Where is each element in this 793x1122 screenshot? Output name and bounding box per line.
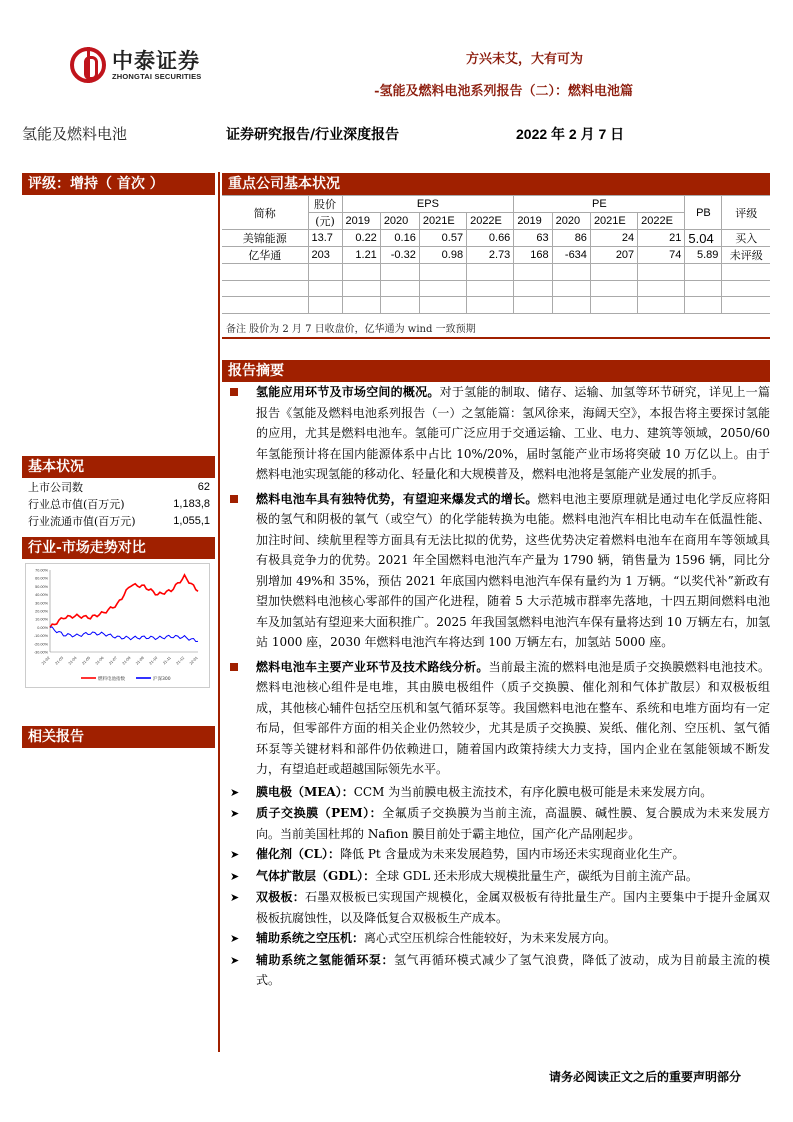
item-heading: 膜电极（MEA）： (256, 784, 354, 799)
svg-text:0.00%: 0.00% (37, 625, 48, 630)
report-slogan: 方兴未艾，大有可为 (465, 52, 583, 67)
related-reports-title: 相关报告 (22, 726, 215, 748)
abstract-item (226, 782, 770, 804)
item-text: 燃料电池主要原理就是通过电化学反应将阳极的氢气和阴极的氧气（或空气）的化学能转换为电能。燃料电池汽车相比电动车在低温性能、加注时间、续航里程等方面具有无法比拟的优势，这些优势决定着燃料电池车在商用车等领域具有极具竞争力的优势。2021 年全国燃料电池汽车产量为 1790 辆，销售量为 1596 辆，同比分别增加 49%和 35%，预估 2021 年底国内燃料电池汽车保有量约为 1 万辆。“以奖代补”新政有望加快燃料电池核心零部件的国产化进程，随着 5 大示范城市群率先落地，十四五期间燃料电池车及加氢站有望迎来大面积推广。2025 年我国氢燃料电池汽车保有量将达到 10 万辆左右，加氢站 1000 座，2030 年燃料电池汽车将达到 100 万辆左右，加氢站 5000 座。 (256, 491, 770, 649)
svg-text:50.00%: 50.00% (35, 584, 48, 589)
svg-text:21-03: 21-03 (54, 655, 65, 666)
svg-text:21-07: 21-07 (108, 655, 118, 666)
header-price: 股价 (308, 196, 342, 213)
abstract-item (226, 887, 770, 928)
item-text: 对于氢能的制取、储存、运输、加氢等环节研究，详见上一篇报告《氢能及燃料电池系列报告（一）之氢能篇：氢风徐来，海阔天空》，本报告将主要探讨氢能的应用，尤其是燃料电池车。氢能可广泛应用于交通运输、工业、电力、建筑等领域，2050/60 年氢能预计将在国内能源体系中占比 10%/20%，届时氢能产业市场将突破 10 万亿以上。由于燃料电池实现氢能的移动化、轻量化和大规模普及，燃料电池将是氢能产业发展的抓手。 (256, 385, 770, 481)
arrow-bullet-icon: ➤ (230, 891, 240, 904)
svg-text:-30.00%: -30.00% (33, 650, 48, 655)
item-text: 降低 Pt 含量成为未来发展趋势，国内市场还未实现商业化生产。 (340, 847, 685, 861)
item-text: 全球 GDL 还未形成大规模批量生产，碳纸为目前主流产品。 (375, 868, 698, 883)
svg-text:21-06: 21-06 (94, 655, 105, 666)
item-text: 石墨双极板已实现国产规模化，金属双极板有待批量生产。国内主要集中于提升金属双极板抗腐蚀性，以及降低复合双极板生产成本。 (256, 890, 770, 925)
item-heading: 燃料电池车主要产业环节及技术路线分析。 (256, 659, 489, 674)
abstract-item (226, 803, 770, 844)
table-row-empty (222, 297, 770, 314)
arrow-bullet-icon: ➤ (230, 869, 240, 883)
sector-name: 氢能及燃料电池 (22, 125, 128, 143)
item-heading: 燃料电池车具有独特优势，有望迎来爆发式的增长。 (256, 491, 538, 506)
svg-text:20.00%: 20.00% (35, 609, 48, 614)
item-text: 氢气再循环模式减少了氢气浪费，降低了波动，成为目前最主流的模式。 (256, 952, 770, 987)
svg-text:燃料电池指数: 燃料电池指数 (98, 677, 125, 682)
arrow-bullet-icon: ➤ (230, 848, 240, 861)
arrow-bullet-icon: ➤ (230, 953, 240, 967)
item-heading: 双极板： (256, 890, 305, 904)
svg-text:-10.00%: -10.00% (33, 634, 48, 639)
item-text: 全氟质子交换膜为当前主流，高温膜、碱性膜、复合膜成为未来发展方向。当前美国杜邦的 Nafion 膜目前处于霸主地位，国产化产品刚起步。 (256, 806, 770, 841)
square-bullet-icon (230, 388, 238, 396)
header-rating: 评级 (722, 196, 770, 230)
basic-status-title: 基本状况 (22, 456, 215, 478)
table-bottom-rule (222, 337, 770, 339)
svg-text:10.00%: 10.00% (35, 617, 48, 622)
abstract-item (226, 866, 770, 888)
svg-text:21-11: 21-11 (162, 655, 172, 666)
svg-text:-20.00%: -20.00% (33, 642, 48, 647)
abstract-item (226, 950, 770, 991)
report-type: 证券研究报告/行业深度报告 (226, 127, 400, 143)
abstract-item (226, 657, 770, 780)
footer-disclaimer: 请务必阅读正文之后的重要声明部分 (548, 1070, 741, 1084)
table-row: 亿华通 203 1.21 -0.32 0.98 2.73 168 -634 207 74 5.89 未评级 (222, 247, 770, 264)
arrow-bullet-icon: ➤ (230, 932, 240, 945)
key-companies-title: 重点公司基本状况 (222, 173, 770, 195)
column-divider (218, 172, 220, 1052)
svg-text:21-08: 21-08 (121, 655, 132, 666)
basic-row: 上市公司数 62 (28, 481, 210, 494)
svg-text:40.00%: 40.00% (35, 593, 48, 598)
report-subtitle: -氢能及燃料电池系列报告（二）：燃料电池篇 (374, 84, 633, 99)
table-row: 美锦能源 13.7 0.22 0.16 0.57 0.66 63 86 24 21 5.04 买入 (222, 230, 770, 247)
item-text: CCM 为当前膜电极主流技术，有序化膜电极可能是未来发展方向。 (353, 784, 713, 799)
item-heading: 辅助系统之空压机： (256, 931, 365, 945)
table-row-empty (222, 280, 770, 297)
square-bullet-icon (230, 495, 238, 503)
trend-title: 行业-市场走势对比 (22, 537, 215, 559)
logo-text-cn: 中泰证券 (112, 48, 200, 73)
header-price-unit: (元) (308, 213, 342, 230)
table-row-empty (222, 264, 770, 281)
table-note: 备注 股价为 2 月 7 日收盘价，亿华通为 wind 一致预期 (226, 324, 476, 335)
arrow-bullet-icon: ➤ (230, 785, 240, 799)
square-bullet-icon (230, 663, 238, 671)
svg-text:60.00%: 60.00% (35, 576, 48, 581)
item-text: 当前最主流的燃料电池是质子交换膜燃料电池技术。燃料电池核心组件是电堆，其由膜电极组件（质子交换膜、催化剂和气体扩散层）和双极板组成，其他核心辅件包括空压机和氢气循环泵等。我国燃料电池在整车、系统和电堆方面均有一定布局，但零部件方面的相关企业仍然较少，尤其是质子交换膜、炭纸、催化剂、空压机、氢气循环泵等关键材料和部件仍依赖进口，随着国内政策持续大力支持，国内企业在氢能领域不断发力，有望追赶或超越国际领先水平。 (256, 659, 770, 776)
header-pe: PE (514, 196, 685, 213)
svg-text:21-05: 21-05 (81, 655, 92, 666)
item-heading: 质子交换膜（PEM）： (256, 806, 383, 820)
abstract-item (226, 844, 770, 866)
header-eps: EPS (342, 196, 514, 213)
trend-chart (25, 563, 210, 688)
item-heading: 催化剂（CL）： (256, 847, 340, 861)
abstract-item (226, 489, 770, 653)
key-companies-table: 简称 股价 EPS PE PB 评级 (元) 2019 2020 2021E 2022E 2019 2020 2021E 2022E 美锦能源 13.7 0.22 0.16 0.57 0.66 63 86 24 21 5.04 买入 亿华通 203 1.21 -0.32 0.98 2.73 168 -634 207 74 5.89 未评级 (222, 195, 770, 314)
abstract-item (226, 928, 770, 950)
svg-text:21-09: 21-09 (135, 655, 145, 666)
zhongtai-logo-icon (70, 47, 106, 83)
header-name: 简称 (222, 196, 308, 230)
basic-row: 行业总市值(百万元) 1,183,8 (28, 498, 210, 511)
svg-text:21-10: 21-10 (148, 655, 159, 666)
svg-text:70.00%: 70.00% (35, 568, 48, 573)
item-heading: 气体扩散层（GDL）： (256, 868, 376, 883)
company-logo (70, 45, 220, 85)
line-chart (26, 564, 209, 687)
arrow-bullet-icon: ➤ (230, 807, 240, 820)
basic-status-list (28, 479, 210, 530)
abstract-body (226, 382, 770, 991)
svg-text:21-04: 21-04 (67, 655, 78, 666)
item-heading: 氢能应用环节及市场空间的概况。 (256, 385, 440, 399)
logo-text-en: ZHONGTAI SECURITIES (112, 71, 202, 81)
svg-text:30.00%: 30.00% (35, 601, 48, 606)
item-heading: 辅助系统之氢能循环泵： (256, 952, 395, 967)
svg-text:21-02: 21-02 (41, 655, 51, 666)
basic-row: 行业流通市值(百万元) 1,055,1 (28, 515, 210, 528)
abstract-item (226, 382, 770, 485)
item-text: 离心式空压机综合性能较好，为未来发展方向。 (364, 931, 617, 945)
svg-text:21-12: 21-12 (175, 655, 186, 666)
rating-bar: 评级：增持（ 首次 ） (22, 173, 215, 195)
abstract-title: 报告摘要 (222, 360, 770, 382)
svg-text:沪深300: 沪深300 (153, 677, 171, 682)
header-pb: PB (685, 196, 722, 230)
report-date: 2022 年 2 月 7 日 (516, 126, 625, 142)
svg-text:22-01: 22-01 (189, 655, 199, 666)
